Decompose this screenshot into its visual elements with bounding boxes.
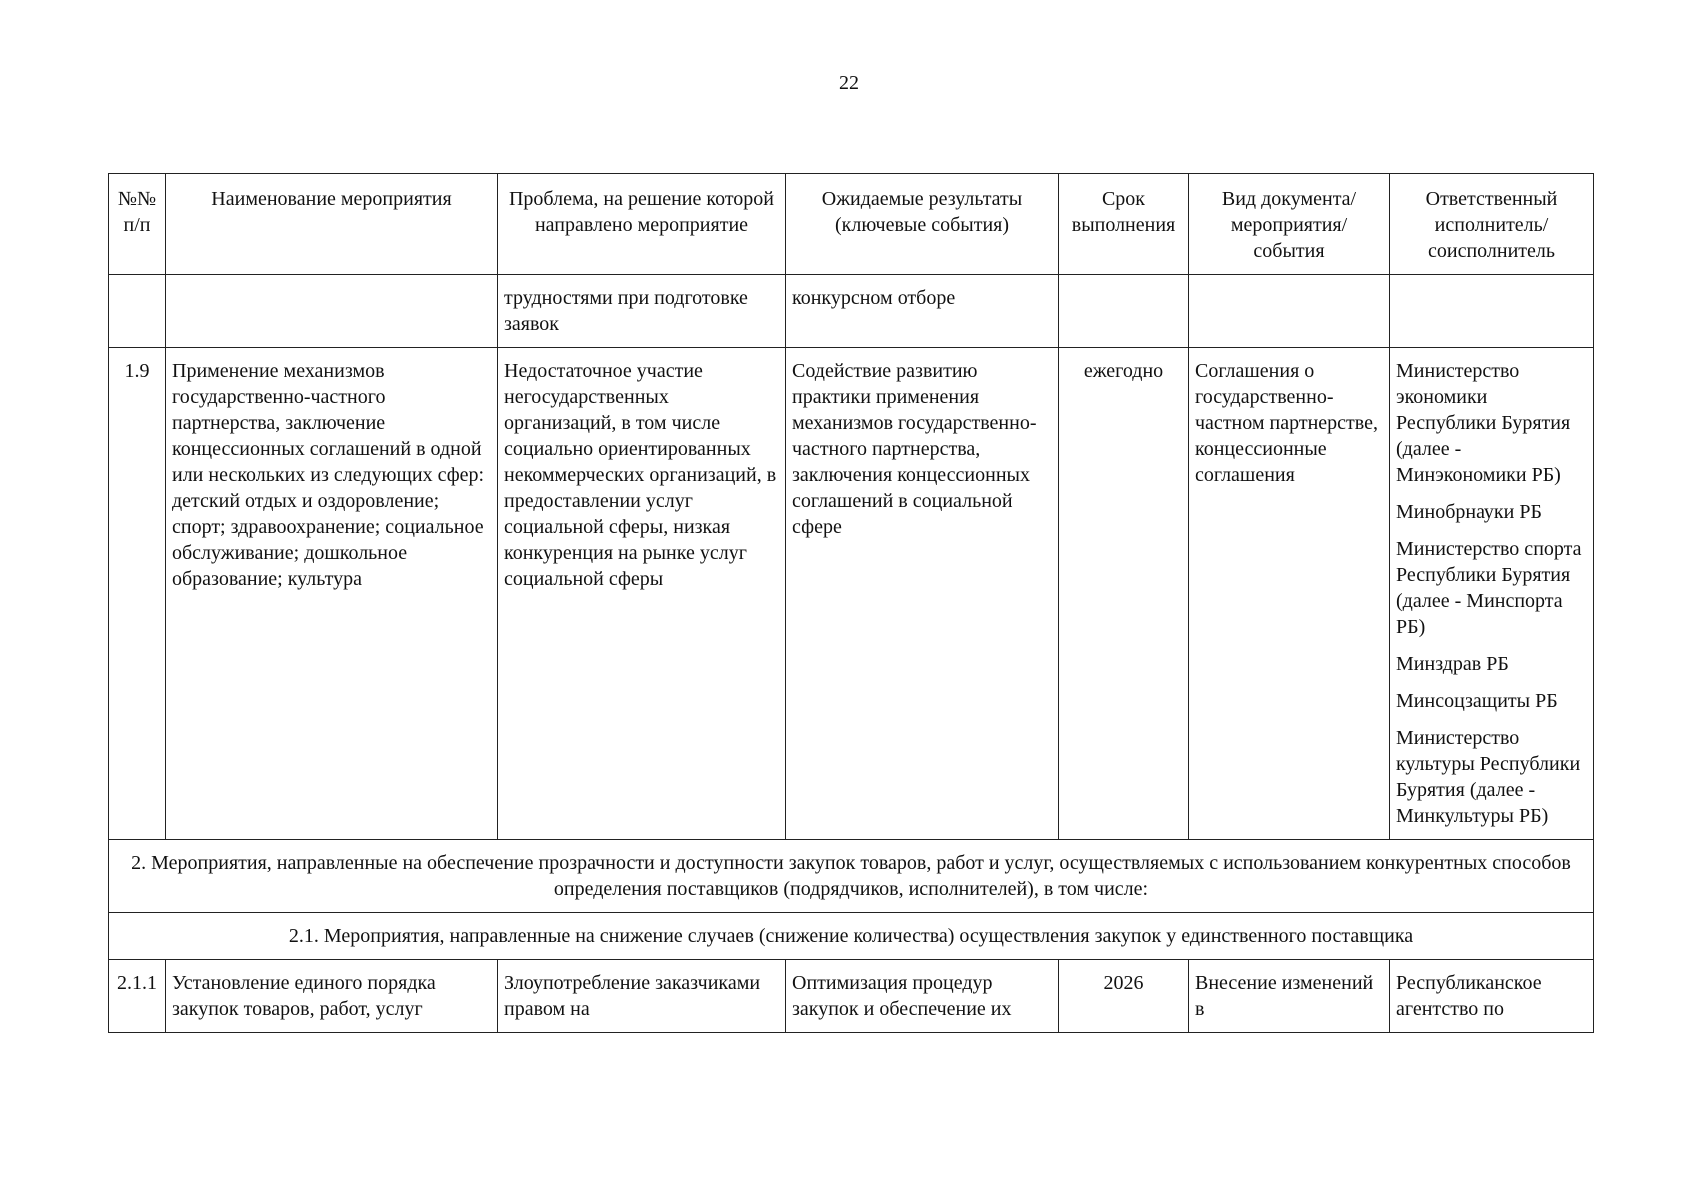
cell-number: 1.9 bbox=[109, 348, 166, 840]
cell-document-type bbox=[1189, 275, 1390, 348]
header-activity-name: Наименование мероприятия bbox=[166, 174, 498, 275]
header-problem: Проблема, на решение которой направлено мероприятие bbox=[498, 174, 786, 275]
action-plan-table bbox=[108, 173, 1594, 1033]
cell-problem: трудностями при подготовке заявок bbox=[498, 275, 786, 348]
cell-number: 2.1.1 bbox=[109, 960, 166, 1033]
cell-activity-name: Установление единого порядка закупок товаров, работ, услуг bbox=[166, 960, 498, 1033]
cell-term bbox=[1059, 275, 1189, 348]
table-row bbox=[109, 348, 1594, 840]
responsible-entry: Министерство экономики Республики Бурятия (далее - Минэкономики РБ) bbox=[1396, 360, 1571, 486]
header-term: Срок выполнения bbox=[1059, 174, 1189, 275]
cell-document-type: Внесение изменений в bbox=[1189, 960, 1390, 1033]
cell-term: 2026 bbox=[1059, 960, 1189, 1033]
cell-number bbox=[109, 275, 166, 348]
header-number: №№ п/п bbox=[109, 174, 166, 275]
cell-responsible: Республиканское агентство по bbox=[1390, 960, 1594, 1033]
section-row bbox=[109, 840, 1594, 913]
cell-expected-results: Оптимизация процедур закупок и обеспечение их bbox=[786, 960, 1059, 1033]
cell-document-type: Соглашения о государственно-частном партнерстве, концессионные соглашения bbox=[1189, 348, 1390, 840]
cell-expected-results: конкурсном отборе bbox=[786, 275, 1059, 348]
table-row bbox=[109, 275, 1594, 348]
responsible-entry: Министерство спорта Республики Бурятия (далее - Минспорта РБ) bbox=[1396, 538, 1582, 638]
responsible-entry: Минздрав РБ bbox=[1396, 653, 1509, 675]
cell-expected-results: Содействие развитию практики применения механизмов государственно-частного партнерства, заключения концессионных соглашений в социальной сфере bbox=[786, 348, 1059, 840]
section-heading-2-1: 2.1. Мероприятия, направленные на снижение случаев (снижение количества) осуществления закупок у единственного поставщика bbox=[109, 913, 1594, 960]
cell-problem: Недостаточное участие негосударственных организаций, в том числе социально ориентированных некоммерческих организаций, в предоставлении услуг социальной сферы, низкая конкуренция на рынке услуг социальной сферы bbox=[498, 348, 786, 840]
header-expected-results: Ожидаемые результаты (ключевые события) bbox=[786, 174, 1059, 275]
cell-activity-name: Применение механизмов государственно-частного партнерства, заключение концессионных соглашений в одной или нескольких из следующих сфер: детский отдых и оздоровление; спорт; здравоохранение; социальное обслуживание; дошкольное образование; культура bbox=[166, 348, 498, 840]
cell-problem: Злоупотребление заказчиками правом на bbox=[498, 960, 786, 1033]
responsible-entry: Минобрнауки РБ bbox=[1396, 501, 1542, 523]
header-document-type: Вид документа/ мероприятия/ события bbox=[1189, 174, 1390, 275]
responsible-entry: Минсоцзащиты РБ bbox=[1396, 690, 1558, 712]
cell-responsible bbox=[1390, 348, 1594, 840]
cell-activity-name bbox=[166, 275, 498, 348]
header-responsible: Ответственный исполнитель/ соисполнитель bbox=[1390, 174, 1594, 275]
section-row bbox=[109, 913, 1594, 960]
page-number: 22 bbox=[839, 72, 859, 94]
table-row bbox=[109, 960, 1594, 1033]
table-header-row bbox=[109, 174, 1594, 275]
cell-responsible bbox=[1390, 275, 1594, 348]
section-heading-2: 2. Мероприятия, направленные на обеспечение прозрачности и доступности закупок товаров, работ и услуг, осуществляемых с использованием конкурентных способов определения поставщиков (подрядчиков, исполнителей), в том числе: bbox=[109, 840, 1594, 913]
responsible-entry: Министерство культуры Республики Бурятия (далее - Минкультуры РБ) bbox=[1396, 727, 1581, 827]
cell-term: ежегодно bbox=[1059, 348, 1189, 840]
